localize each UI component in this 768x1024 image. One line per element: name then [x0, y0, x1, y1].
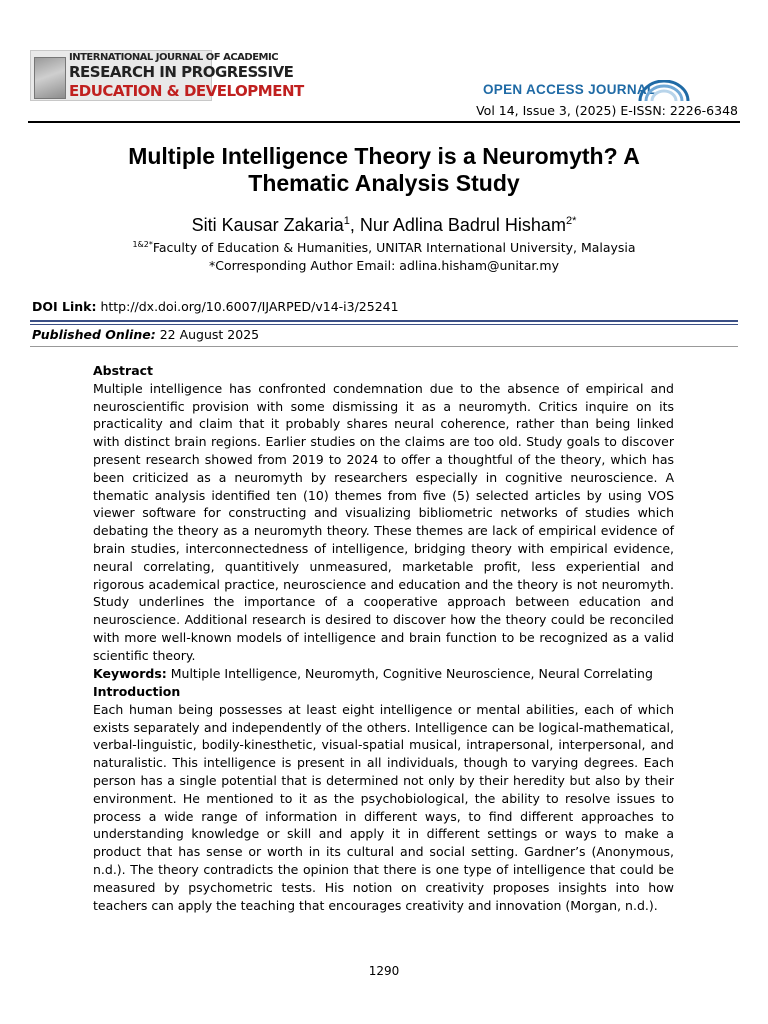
- published-label: Published Online:: [32, 327, 156, 342]
- author-list: [40, 215, 728, 236]
- affiliation: [40, 240, 728, 255]
- author-superscript: 1: [343, 215, 350, 227]
- author-name: Siti Kausar Zakaria: [191, 215, 344, 235]
- header-divider: [28, 121, 740, 123]
- journal-cover-thumbnail: [34, 57, 66, 99]
- section-divider: [30, 324, 738, 325]
- introduction-heading: Introduction: [93, 684, 181, 699]
- abstract-section: [93, 362, 674, 682]
- abstract-heading: Abstract: [93, 363, 154, 378]
- issue-info: Vol 14, Issue 3, (2025) E-ISSN: 2226-6348: [476, 103, 738, 118]
- section-divider: [30, 346, 738, 347]
- open-access-label: OPEN ACCESS JOURNAL: [483, 82, 656, 97]
- title-line-1: Multiple Intelligence Theory is a Neuromyth? A: [128, 143, 640, 169]
- logo-line-2: RESEARCH IN PROGRESSIVE: [69, 63, 294, 81]
- keywords-line: [93, 665, 674, 683]
- author-name: Nur Adlina Badrul Hisham: [359, 215, 566, 235]
- published-date: 22 August 2025: [155, 327, 260, 342]
- affiliation-superscript: 1&2*: [132, 240, 153, 249]
- section-divider: [30, 320, 738, 322]
- article-title: [60, 143, 708, 197]
- logo-line-3: EDUCATION & DEVELOPMENT: [69, 82, 304, 100]
- author-separator: ,: [349, 215, 360, 235]
- keywords-value: Multiple Intelligence, Neuromyth, Cognitive Neuroscience, Neural Correlating: [166, 665, 653, 681]
- logo-line-1: INTERNATIONAL JOURNAL OF ACADEMIC: [69, 52, 279, 63]
- doi-link[interactable]: http://dx.doi.org/10.6007/IJARPED/v14-i3/25241: [96, 299, 399, 314]
- corresponding-author: *Corresponding Author Email: adlina.hisham@unitar.my: [209, 258, 559, 273]
- open-access-arc-icon: [638, 80, 690, 102]
- title-line-2: Thematic Analysis Study: [248, 170, 520, 196]
- doi-label: DOI Link:: [32, 299, 97, 314]
- journal-logo: [30, 50, 304, 101]
- author-superscript: 2*: [565, 215, 577, 227]
- introduction-section: [93, 683, 674, 914]
- page-number: 1290: [368, 964, 400, 978]
- affiliation-text: Faculty of Education & Humanities, UNITAR International University, Malaysia: [152, 240, 636, 256]
- introduction-text: Each human being possesses at least eight intelligence or mental abilities, each of which exists separately and independently of the others. Intelligence can be logical-mathematical, verbal-linguistic, bodily-kinesthetic, visual-spatial musical, intrapersonal, interpersonal, and naturalistic. This intelligence is present in all individuals, though to varying degrees. Each person has a single potential that is determined not only by their heredity but also by their environment. He mentioned to it as the psychobiological, the ability to resolve issues to process a wide range of information in different ways, to find different approaches to understanding knowledge or skill and apply it in different settings or ways to make a product that has sense or worth in its cultural and social setting. Gardner’s (Anonymous, n.d.). The theory contradicts the opinion that there is one type of intelligence that could be measured by psychometric tests. His notion on creativity proposes insights into how teachers can apply the teaching that encourages creativity and innovation (Morgan, n.d.).: [93, 701, 674, 913]
- keywords-label: Keywords:: [93, 665, 167, 681]
- doi-line: [32, 299, 399, 314]
- abstract-text: Multiple intelligence has confronted condemnation due to the absence of empirical and neuroscientific provision with some dismissing it as a neuromyth. Critics inquire on its practicality and claim that it probably shares neural coherence, rather than being linked with distinct brain regions. Earlier studies on the claims are too old. Study goals to discover present research showed from 2019 to 2024 to offer a thoughtful of the theory, which has been criticized as a neuromyth by researchers especially in cognitive neuroscience. A thematic analysis identified ten (10) themes from five (5) selected articles by using VOS viewer software for constructing and visualizing bibliometric networks of studies which debating the theory as a neuromyth theory. These themes are lack of empirical evidence of brain studies, interconnectedness of intelligence, bridging theory with empirical evidence, neural correlating, quantitively unmeasured, marketable profit, less experiential and rigorous academical practice, neuroscience and education and the theory is not neuromyth. Study underlines the importance of a cooperative approach between education and neuroscience. Additional research is desired to discover how the theory could be reconciled with more well-known models of intelligence and brain function to be recognized as a valid scientific theory.: [93, 380, 674, 663]
- published-line: [32, 327, 259, 342]
